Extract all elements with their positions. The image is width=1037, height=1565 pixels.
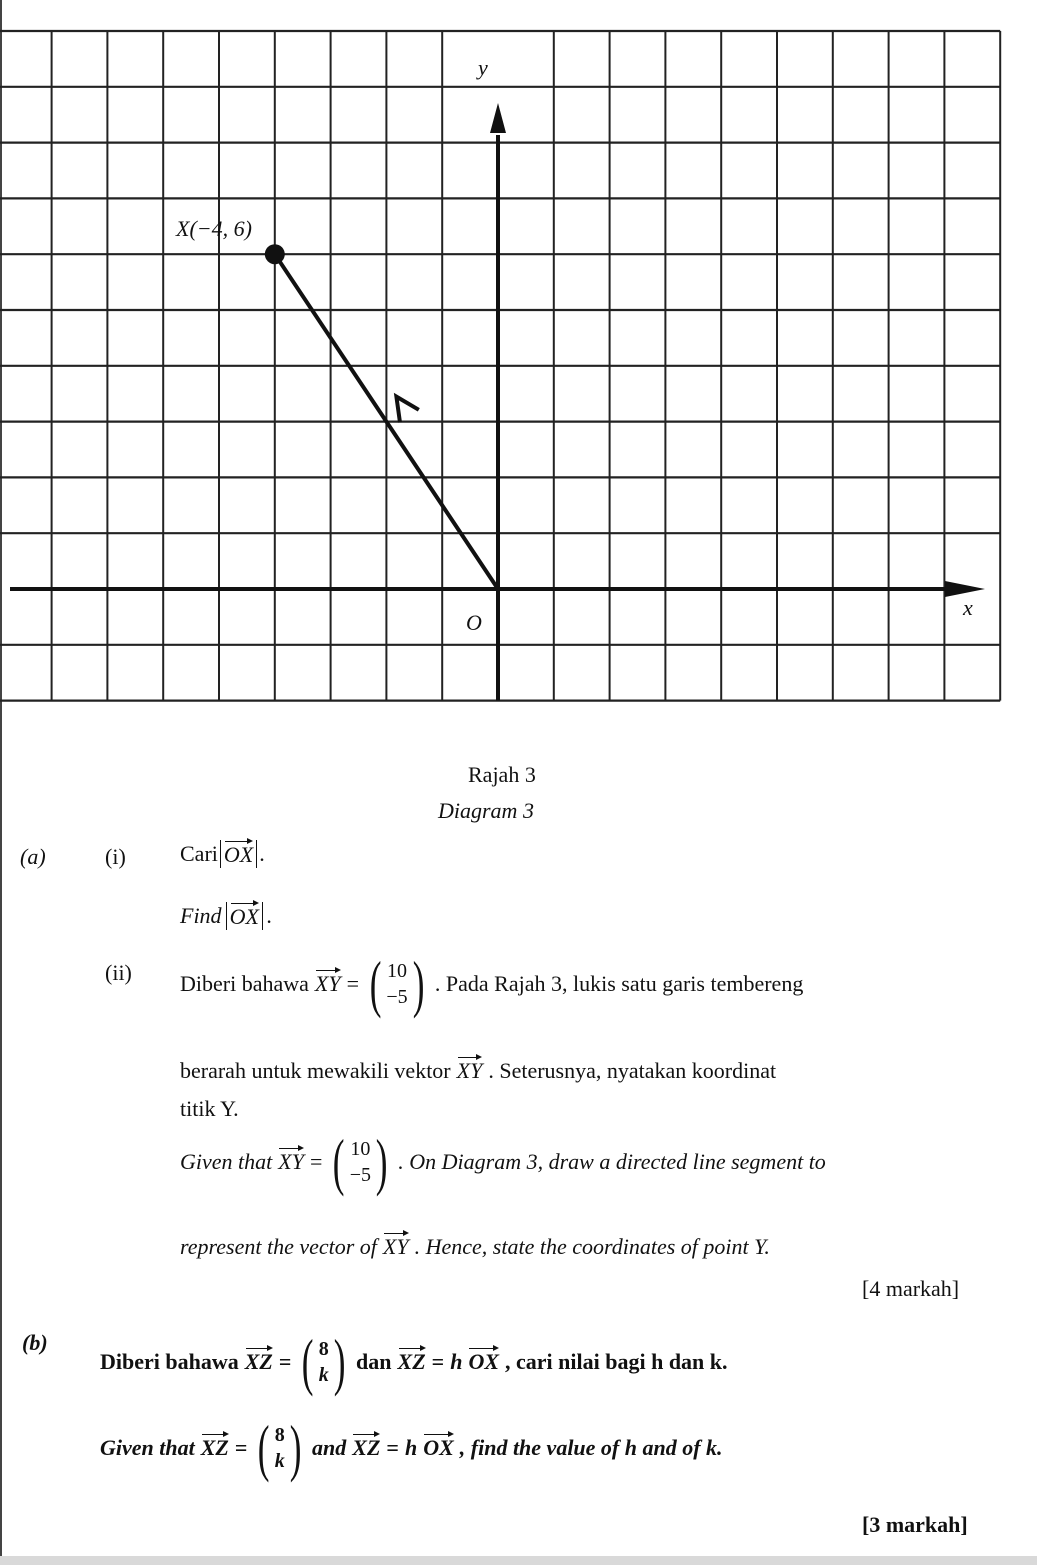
scalar-h: h [450, 1349, 463, 1374]
caption-en: Diagram 3 [438, 798, 534, 823]
part-a-i-label: (i) [105, 844, 126, 869]
question-a-i-en [180, 902, 272, 930]
y-axis-arrow-icon [490, 103, 506, 133]
equals: = [346, 971, 359, 996]
question-a-ii-ms-line2 [180, 1060, 776, 1082]
magnitude [220, 840, 257, 868]
question-b-en [100, 1412, 723, 1483]
text: , find the value of h and of k. [459, 1435, 723, 1460]
diagram-3 [0, 0, 1037, 720]
equals: = [234, 1435, 248, 1460]
text: Given that [180, 1149, 273, 1174]
text: and [312, 1435, 347, 1460]
column-vector: ( 10 −5 ) [369, 948, 425, 1019]
col-top: 8 [318, 1338, 329, 1360]
vector-xz: XZ [244, 1349, 273, 1374]
equals: = [386, 1435, 399, 1460]
question-a-ii-en-line2 [180, 1236, 770, 1258]
text: . [259, 841, 265, 866]
text: dan [356, 1349, 392, 1374]
text: . Hence, state the coordinates of point Y. [414, 1234, 770, 1259]
text: represent the vector of [180, 1234, 377, 1259]
magnitude [226, 902, 263, 930]
vector-ox: OX [229, 904, 259, 929]
vector-xy: XY [382, 1234, 409, 1259]
part-a-ii-label: (ii) [105, 960, 132, 985]
col-top: 10 [350, 1138, 371, 1160]
column-vector: ( 8 k ) [302, 1326, 346, 1397]
vector-direction-arrow-icon [396, 397, 418, 423]
text: berarah untuk mewakili vektor [180, 1058, 451, 1083]
text: Find [180, 903, 222, 928]
question-a-i-ms [180, 840, 265, 868]
vector-xy: XY [456, 1058, 483, 1083]
col-top: 10 [386, 960, 407, 982]
text: Diberi bahawa [100, 1349, 239, 1374]
col-bottom: k [318, 1364, 329, 1386]
text: . Seterusnya, nyatakan koordinat [488, 1058, 777, 1083]
question-a-ii-ms-line1 [180, 948, 804, 1019]
vector-xz: XZ [397, 1349, 426, 1374]
equals: = [431, 1349, 445, 1374]
part-a-label: (a) [20, 844, 46, 869]
text: . On Diagram 3, draw a directed line segment to [398, 1149, 826, 1174]
text: , cari nilai bagi h dan k. [505, 1349, 728, 1374]
col-bottom: −5 [349, 1164, 371, 1186]
equals: = [278, 1349, 292, 1374]
column-vector: ( 10 −5 ) [333, 1126, 388, 1197]
equals: = [309, 1149, 323, 1174]
col-bottom: −5 [386, 986, 408, 1008]
column-vector: ( 8 k ) [258, 1412, 302, 1483]
vector-ox: OX [423, 1435, 454, 1460]
text: . [266, 903, 273, 928]
text: Diberi bahawa [180, 971, 309, 996]
marks-text: [4 markah] [862, 1276, 960, 1301]
col-top: 8 [274, 1424, 285, 1446]
scalar-h: h [404, 1435, 418, 1460]
vector-xy: XY [314, 971, 341, 996]
text: Cari [180, 841, 218, 866]
question-b-ms [100, 1326, 728, 1397]
y-axis-label: y [478, 55, 488, 80]
vector-xy: XY [278, 1149, 304, 1174]
caption-ms: Rajah 3 [468, 762, 536, 787]
text: Given that [100, 1435, 195, 1460]
question-a-ii-ms-line3: titik Y. [180, 1096, 239, 1121]
vector-xz: XZ [200, 1435, 229, 1460]
marks-text: [3 markah] [862, 1512, 968, 1537]
origin-label: O [466, 610, 482, 635]
x-axis-label: x [963, 595, 973, 620]
part-b-label: (b) [22, 1330, 48, 1355]
question-a-ii-en-line1 [180, 1126, 826, 1197]
point-x-label: X(−4, 6) [176, 216, 252, 241]
vector-xz: XZ [352, 1435, 381, 1460]
vector-ox: OX [468, 1349, 500, 1374]
vector-ox: OX [223, 842, 254, 867]
col-bottom: k [274, 1450, 285, 1472]
marks-b [862, 1514, 968, 1536]
text: . Pada Rajah 3, lukis satu garis tembereng [434, 971, 804, 996]
marks-a [862, 1278, 959, 1300]
point-x-dot [265, 244, 285, 264]
page-edge [0, 1556, 1037, 1565]
